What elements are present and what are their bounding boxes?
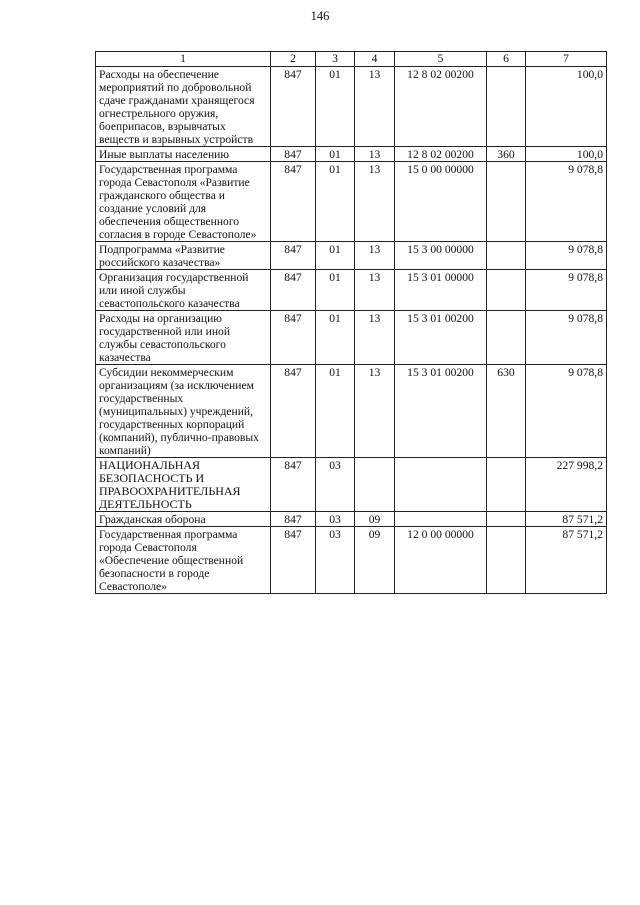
table-row (96, 512, 607, 527)
table-row (96, 311, 607, 365)
ministry-code-cell: 847 (271, 270, 316, 311)
table-row (96, 527, 607, 594)
header-cell: 4 (355, 52, 395, 67)
row-name-cell: Государственная программа города Севастополя «Обеспечение общественной безопасности в городе Севастополе» (96, 527, 271, 594)
budget-table (95, 51, 607, 594)
row-name-cell: Гражданская оборона (96, 512, 271, 527)
ministry-code-cell: 847 (271, 242, 316, 270)
table-header-row (96, 52, 607, 67)
header-cell: 6 (487, 52, 526, 67)
target-code-cell: 12 8 02 00200 (395, 147, 487, 162)
table-row (96, 458, 607, 512)
ministry-code-cell: 847 (271, 365, 316, 458)
amount-cell: 100,0 (526, 147, 607, 162)
header-cell: 2 (271, 52, 316, 67)
amount-cell: 9 078,8 (526, 365, 607, 458)
subsection-code-cell: 13 (355, 242, 395, 270)
section-code-cell: 01 (316, 67, 355, 147)
table-row (96, 67, 607, 147)
expense-type-cell (487, 527, 526, 594)
header-cell: 5 (395, 52, 487, 67)
table-row (96, 365, 607, 458)
table-row (96, 147, 607, 162)
target-code-cell: 15 3 01 00200 (395, 365, 487, 458)
header-cell: 7 (526, 52, 607, 67)
subsection-code-cell: 09 (355, 527, 395, 594)
subsection-code-cell: 13 (355, 67, 395, 147)
amount-cell: 9 078,8 (526, 162, 607, 242)
section-code-cell: 01 (316, 162, 355, 242)
ministry-code-cell: 847 (271, 458, 316, 512)
ministry-code-cell: 847 (271, 527, 316, 594)
amount-cell: 9 078,8 (526, 242, 607, 270)
row-name-cell: Государственная программа города Севастополя «Развитие гражданского общества и создание условий для обеспечения общественного согласия в городе Севастополе» (96, 162, 271, 242)
section-code-cell: 03 (316, 458, 355, 512)
target-code-cell (395, 512, 487, 527)
row-name-cell: Расходы на организацию государственной или иной службы севастопольского казачества (96, 311, 271, 365)
target-code-cell: 15 0 00 00000 (395, 162, 487, 242)
subsection-code-cell: 13 (355, 365, 395, 458)
header-cell: 3 (316, 52, 355, 67)
header-cell: 1 (96, 52, 271, 67)
row-name-cell: Подпрограмма «Развитие российского казачества» (96, 242, 271, 270)
amount-cell: 227 998,2 (526, 458, 607, 512)
subsection-code-cell: 09 (355, 512, 395, 527)
section-code-cell: 01 (316, 365, 355, 458)
row-name-cell: Иные выплаты населению (96, 147, 271, 162)
section-code-cell: 01 (316, 147, 355, 162)
subsection-code-cell: 13 (355, 311, 395, 365)
expense-type-cell (487, 162, 526, 242)
subsection-code-cell: 13 (355, 270, 395, 311)
expense-type-cell (487, 67, 526, 147)
target-code-cell (395, 458, 487, 512)
subsection-code-cell: 13 (355, 147, 395, 162)
expense-type-cell: 630 (487, 365, 526, 458)
ministry-code-cell: 847 (271, 162, 316, 242)
expense-type-cell (487, 242, 526, 270)
page-number: 146 (310, 9, 330, 23)
section-code-cell: 01 (316, 270, 355, 311)
amount-cell: 87 571,2 (526, 512, 607, 527)
table-row (96, 162, 607, 242)
target-code-cell: 15 3 01 00200 (395, 311, 487, 365)
amount-cell: 9 078,8 (526, 270, 607, 311)
row-name-cell: Организация государственной или иной службы севастопольского казачества (96, 270, 271, 311)
expense-type-cell: 360 (487, 147, 526, 162)
target-code-cell: 15 3 01 00000 (395, 270, 487, 311)
ministry-code-cell: 847 (271, 512, 316, 527)
section-code-cell: 03 (316, 512, 355, 527)
ministry-code-cell: 847 (271, 147, 316, 162)
section-code-cell: 03 (316, 527, 355, 594)
target-code-cell: 12 8 02 00200 (395, 67, 487, 147)
target-code-cell: 15 3 00 00000 (395, 242, 487, 270)
ministry-code-cell: 847 (271, 67, 316, 147)
table-row (96, 242, 607, 270)
amount-cell: 9 078,8 (526, 311, 607, 365)
amount-cell: 100,0 (526, 67, 607, 147)
row-name-cell: Расходы на обеспечение мероприятий по добровольной сдаче гражданами хранящегося огнестрельного оружия, боеприпасов, взрывчатых веществ и взрывных устройств (96, 67, 271, 147)
row-name-cell: Субсидии некоммерческим организациям (за исключением государственных (муниципальных) учреждений, государственных корпораций (компаний), публично-правовых компаний) (96, 365, 271, 458)
row-name-cell: НАЦИОНАЛЬНАЯ БЕЗОПАСНОСТЬ И ПРАВООХРАНИТЕЛЬНАЯ ДЕЯТЕЛЬНОСТЬ (96, 458, 271, 512)
amount-cell: 87 571,2 (526, 527, 607, 594)
expense-type-cell (487, 458, 526, 512)
section-code-cell: 01 (316, 311, 355, 365)
expense-type-cell (487, 512, 526, 527)
expense-type-cell (487, 311, 526, 365)
ministry-code-cell: 847 (271, 311, 316, 365)
section-code-cell: 01 (316, 242, 355, 270)
target-code-cell: 12 0 00 00000 (395, 527, 487, 594)
subsection-code-cell (355, 458, 395, 512)
subsection-code-cell: 13 (355, 162, 395, 242)
expense-type-cell (487, 270, 526, 311)
table-row (96, 270, 607, 311)
